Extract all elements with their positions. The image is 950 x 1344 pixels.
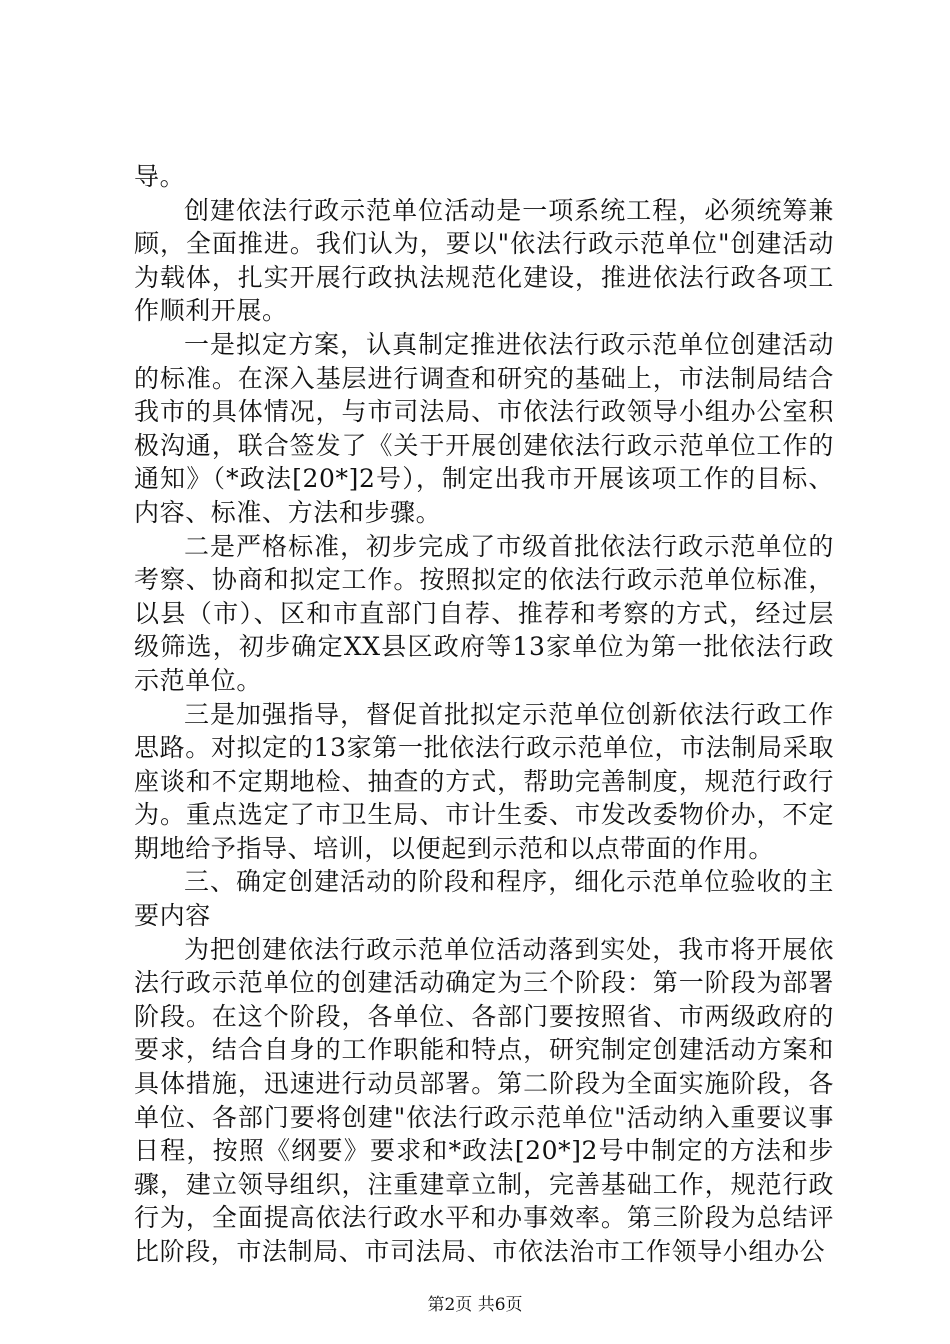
paragraph: 一是拟定方案，认真制定推进依法行政示范单位创建活动的标准。在深入基层进行调查和研究的基础上，市法制局结合我市的具体情况，与市司法局、市依法行政领导小组办公室积极沟通，联合签发了《关于开展创建依法行政示范单位工作的通知》（*政法[20*]2号），制定出我市开展该项工作的目标、内容、标准、方法和步骤。: [134, 329, 834, 527]
paragraph-continuation: 导。: [134, 162, 186, 191]
page-footer: 第2页 共6页: [427, 1295, 523, 1315]
paragraph: 二是严格标准，初步完成了市级首批依法行政示范单位的考察、协商和拟定工作。按照拟定的依法行政示范单位标准，以县（市）、区和市直部门自荐、推荐和考察的方式，经过层级筛选，初步确定XX县区政府等13家单位为第一批依法行政示范单位。: [134, 531, 834, 695]
document-body: [134, 160, 834, 1269]
section-heading: 三、确定创建活动的阶段和程序，细化示范单位验收的主要内容: [134, 867, 834, 931]
paragraph: 创建依法行政示范单位活动是一项系统工程，必须统筹兼顾，全面推进。我们认为，要以"依法行政示范单位"创建活动为载体，扎实开展行政执法规范化建设，推进依法行政各项工作顺利开展。: [134, 195, 834, 326]
paragraph: 三是加强指导，督促首批拟定示范单位创新依法行政工作思路。对拟定的13家第一批依法行政示范单位，市法制局采取座谈和不定期地检、抽查的方式，帮助完善制度，规范行政行为。重点选定了市卫生局、市计生委、市发改委物价办，不定期地给予指导、培训，以便起到示范和以点带面的作用。: [134, 699, 834, 863]
paragraph: 为把创建依法行政示范单位活动落到实处，我市将开展依法行政示范单位的创建活动确定为三个阶段：第一阶段为部署阶段。在这个阶段，各单位、各部门要按照省、市两级政府的要求，结合自身的工作职能和特点，研究制定创建活动方案和具体措施，迅速进行动员部署。第二阶段为全面实施阶段，各单位、各部门要将创建"依法行政示范单位"活动纳入重要议事日程，按照《纲要》要求和*政法[20*]2号中制定的方法和步骤，建立领导组织，注重建章立制，完善基础工作，规范行政行为，全面提高依法行政水平和办事效率。第三阶段为总结评比阶段，市法制局、市司法局、市依法治市工作领导小组办公: [134, 934, 834, 1266]
